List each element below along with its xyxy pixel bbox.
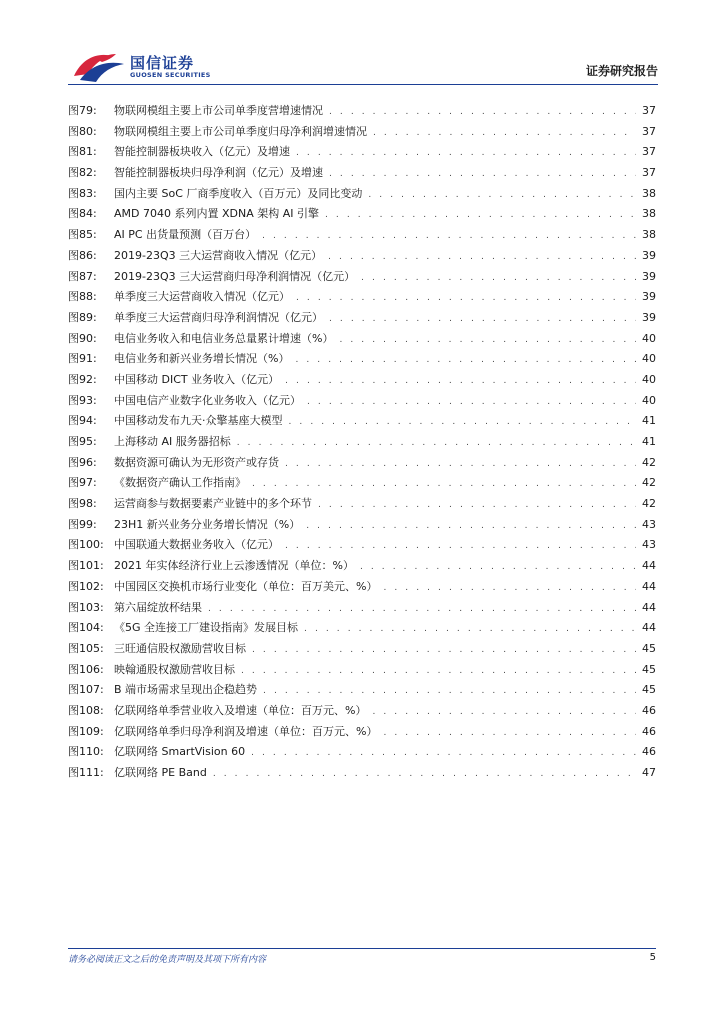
- toc-entry[interactable]: [68, 598, 656, 619]
- toc-entry[interactable]: [68, 556, 656, 577]
- report-type-label: 证券研究报告: [585, 64, 658, 78]
- toc-entry[interactable]: [68, 142, 656, 163]
- figure-title: 23H1 新兴业务分业务增长情况（%）: [114, 517, 301, 531]
- logo-chinese-text: 国信证券: [130, 54, 195, 72]
- figure-number: 图93:: [68, 393, 97, 407]
- figure-page-number: 46: [642, 724, 656, 738]
- dot-leader: [329, 309, 636, 330]
- figure-page-number: 39: [642, 248, 656, 262]
- figure-page-number: 45: [642, 641, 656, 655]
- figure-title: 物联网模组主要上市公司单季度营增速情况: [114, 104, 323, 117]
- figure-title: 数据资源可确认为无形资产或存货: [114, 455, 279, 469]
- footer-divider: [68, 948, 656, 949]
- figure-page-number: 41: [642, 414, 656, 428]
- toc-entry[interactable]: [68, 204, 656, 225]
- figure-page-number: 37: [642, 104, 656, 117]
- toc-entry[interactable]: [68, 246, 656, 267]
- figure-number: 图108:: [68, 703, 104, 717]
- toc-entry[interactable]: [68, 763, 656, 784]
- figure-number: 图96:: [68, 455, 97, 469]
- toc-entry[interactable]: [68, 370, 656, 391]
- dot-leader: [329, 102, 636, 123]
- figure-page-number: 44: [642, 621, 656, 635]
- figure-number: 图110:: [68, 745, 104, 759]
- figure-page-number: 41: [642, 435, 656, 448]
- figure-page-number: 44: [642, 559, 656, 573]
- figure-page-number: 46: [642, 745, 656, 759]
- figure-page-number: 38: [642, 228, 656, 242]
- dot-leader: [329, 164, 636, 185]
- figure-page-number: 46: [642, 703, 656, 717]
- figure-number: 图100:: [68, 538, 104, 552]
- toc-entry[interactable]: [68, 639, 656, 660]
- dot-leader: [383, 723, 636, 744]
- dot-leader: [285, 454, 636, 475]
- figure-title: 电信业务和新兴业务增长情况（%）: [114, 352, 290, 366]
- figure-title: B 端市场需求呈现出企稳趋势: [114, 683, 258, 697]
- figure-page-number: 39: [642, 310, 656, 324]
- toc-entry[interactable]: [68, 391, 656, 412]
- figure-title: 单季度三大运营商收入情况（亿元）: [114, 290, 290, 304]
- figure-number: 图86:: [68, 248, 97, 262]
- figure-number: 图83:: [68, 186, 97, 200]
- dot-leader: [237, 433, 636, 454]
- dot-leader: [328, 247, 636, 268]
- figure-page-number: 38: [642, 186, 656, 200]
- figure-page-number: 45: [642, 662, 656, 676]
- toc-entry[interactable]: [68, 184, 656, 205]
- toc-entry[interactable]: [68, 742, 656, 763]
- figure-number: 图101:: [68, 559, 104, 573]
- figure-number: 图87:: [68, 269, 97, 283]
- figure-page-number: 44: [642, 579, 656, 593]
- figure-list: [68, 101, 656, 784]
- figure-title: 2021 年实体经济行业上云渗透情况（单位：%）: [114, 559, 354, 573]
- figure-title: 中国电信产业数字化业务收入（亿元）: [114, 393, 301, 407]
- dot-leader: [241, 661, 636, 682]
- dot-leader: [361, 268, 636, 289]
- figure-number: 图90:: [68, 331, 97, 345]
- figure-title: 2019-23Q3 三大运营商收入情况（亿元）: [114, 248, 323, 262]
- figure-number: 图95:: [68, 435, 97, 448]
- figure-title: 中国移动 DICT 业务收入（亿元）: [114, 372, 280, 386]
- figure-page-number: 37: [642, 124, 656, 138]
- dot-leader: [262, 226, 636, 247]
- dot-leader: [251, 743, 636, 764]
- toc-entry[interactable]: [68, 287, 656, 308]
- dot-leader: [373, 123, 636, 144]
- toc-entry[interactable]: [68, 618, 656, 639]
- toc-entry[interactable]: [68, 432, 656, 453]
- toc-entry[interactable]: [68, 122, 656, 143]
- figure-title: 中国园区交换机市场行业变化（单位：百万美元、%）: [114, 579, 378, 593]
- figure-number: 图103:: [68, 600, 104, 614]
- figure-number: 图98:: [68, 497, 97, 511]
- figure-page-number: 40: [642, 372, 656, 386]
- dot-leader: [307, 392, 636, 413]
- figure-page-number: 43: [642, 538, 656, 552]
- toc-entry[interactable]: [68, 701, 656, 722]
- figure-page-number: 40: [642, 352, 656, 366]
- figure-page-number: 42: [642, 497, 656, 511]
- figure-title: AI PC 出货量预测（百万台）: [114, 228, 257, 242]
- header-divider: [68, 84, 658, 85]
- toc-entry[interactable]: [68, 349, 656, 370]
- figure-number: 图105:: [68, 641, 104, 655]
- toc-entry[interactable]: [68, 722, 656, 743]
- toc-entry[interactable]: [68, 453, 656, 474]
- toc-entry[interactable]: [68, 308, 656, 329]
- figure-title: AMD 7040 系列内置 XDNA 架构 AI 引擎: [114, 207, 319, 221]
- figure-title: 单季度三大运营商归母净利润情况（亿元）: [114, 310, 323, 324]
- figure-page-number: 42: [642, 455, 656, 469]
- guosen-emblem-icon: [72, 50, 128, 84]
- toc-entry[interactable]: [68, 515, 656, 536]
- figure-page-number: 38: [642, 207, 656, 221]
- figure-title: 智能控制器板块归母净利润（亿元）及增速: [114, 166, 323, 180]
- toc-entry[interactable]: [68, 660, 656, 681]
- figure-page-number: 37: [642, 166, 656, 180]
- figure-page-number: 39: [642, 269, 656, 283]
- figure-title: 《5G 全连接工厂建设指南》发展目标: [114, 621, 299, 635]
- toc-entry[interactable]: [68, 473, 656, 494]
- figure-number: 图92:: [68, 372, 97, 386]
- logo-english-text: GUOSEN SECURITIES: [130, 71, 211, 79]
- page-number: 5: [649, 952, 656, 963]
- toc-entry[interactable]: [68, 225, 656, 246]
- footer-disclaimer: 请务必阅读正文之后的免责声明及其项下所有内容: [68, 955, 267, 965]
- figure-number: 图97:: [68, 476, 97, 490]
- figure-number: 图109:: [68, 724, 104, 738]
- figure-title: 2019-23Q3 三大运营商归母净利润情况（亿元）: [114, 269, 356, 283]
- figure-page-number: 40: [642, 393, 656, 407]
- dot-leader: [213, 764, 636, 785]
- figure-title: 亿联网络 SmartVision 60: [114, 745, 246, 759]
- toc-entry[interactable]: [68, 577, 656, 598]
- figure-number: 图88:: [68, 290, 97, 304]
- figure-page-number: 40: [642, 331, 656, 345]
- figure-page-number: 37: [642, 145, 656, 159]
- dot-leader: [360, 557, 636, 578]
- dot-leader: [325, 205, 636, 226]
- figure-title: 国内主要 SoC 厂商季度收入（百万元）及同比变动: [114, 186, 363, 200]
- figure-title: 亿联网络 PE Band: [114, 766, 207, 779]
- toc-entry[interactable]: [68, 163, 656, 184]
- figure-number: 图106:: [68, 662, 104, 676]
- dot-leader: [252, 640, 636, 661]
- figure-number: 图79:: [68, 104, 97, 117]
- figure-title: 亿联网络单季归母净利润及增速（单位：百万元、%）: [114, 724, 378, 738]
- figure-title: 《数据资产确认工作指南》: [114, 476, 246, 490]
- figure-number: 图85:: [68, 228, 97, 242]
- toc-entry[interactable]: [68, 535, 656, 556]
- dot-leader: [263, 681, 636, 702]
- figure-number: 图81:: [68, 145, 97, 159]
- figure-title: 物联网模组主要上市公司单季度归母净利润增速情况: [114, 124, 367, 138]
- figure-page-number: 45: [642, 683, 656, 697]
- guosen-logo: [72, 50, 212, 84]
- dot-leader: [372, 702, 636, 723]
- figure-title: 智能控制器板块收入（亿元）及增速: [114, 145, 290, 159]
- figure-title: 运营商参与数据要素产业链中的多个环节: [114, 497, 312, 511]
- dot-leader: [208, 599, 636, 620]
- figure-page-number: 47: [642, 766, 656, 779]
- figure-page-number: 39: [642, 290, 656, 304]
- dot-leader: [289, 412, 637, 433]
- figure-title: 上海移动 AI 服务器招标: [114, 435, 231, 448]
- dot-leader: [368, 185, 636, 206]
- figure-title: 亿联网络单季营业收入及增速（单位：百万元、%）: [114, 703, 367, 717]
- figure-title: 映翰通股权激励营收目标: [114, 662, 235, 676]
- figure-title: 中国移动发布九天·众擎基座大模型: [114, 414, 283, 428]
- figure-number: 图80:: [68, 124, 97, 138]
- dot-leader: [306, 516, 636, 537]
- toc-entry[interactable]: [68, 329, 656, 350]
- figure-number: 图111:: [68, 766, 104, 779]
- page-header: [68, 46, 658, 86]
- dot-leader: [383, 578, 636, 599]
- figure-title: 中国联通大数据业务收入（亿元）: [114, 538, 279, 552]
- figure-number: 图94:: [68, 414, 97, 428]
- toc-entry[interactable]: [68, 267, 656, 288]
- dot-leader: [296, 288, 636, 309]
- figure-title: 三旺通信股权激励营收目标: [114, 641, 246, 655]
- dot-leader: [295, 350, 636, 371]
- toc-entry[interactable]: [68, 494, 656, 515]
- figure-number: 图99:: [68, 517, 97, 531]
- figure-page-number: 44: [642, 600, 656, 614]
- dot-leader: [296, 143, 636, 164]
- dot-leader: [285, 371, 636, 392]
- dot-leader: [304, 619, 636, 640]
- dot-leader: [339, 330, 636, 351]
- figure-number: 图84:: [68, 207, 97, 221]
- figure-page-number: 43: [642, 517, 656, 531]
- toc-entry[interactable]: [68, 680, 656, 701]
- dot-leader: [318, 495, 636, 516]
- toc-entry[interactable]: [68, 101, 656, 122]
- figure-number: 图107:: [68, 683, 104, 697]
- figure-number: 图89:: [68, 310, 97, 324]
- dot-leader: [252, 474, 636, 495]
- figure-number: 图82:: [68, 166, 97, 180]
- dot-leader: [285, 536, 636, 557]
- figure-page-number: 42: [642, 476, 656, 490]
- toc-entry[interactable]: [68, 411, 656, 432]
- figure-title: 电信业务收入和电信业务总量累计增速（%）: [114, 331, 334, 345]
- figure-number: 图91:: [68, 352, 97, 366]
- figure-title: 第六届绽放杯结果: [114, 600, 202, 614]
- figure-number: 图102:: [68, 579, 104, 593]
- figure-number: 图104:: [68, 621, 104, 635]
